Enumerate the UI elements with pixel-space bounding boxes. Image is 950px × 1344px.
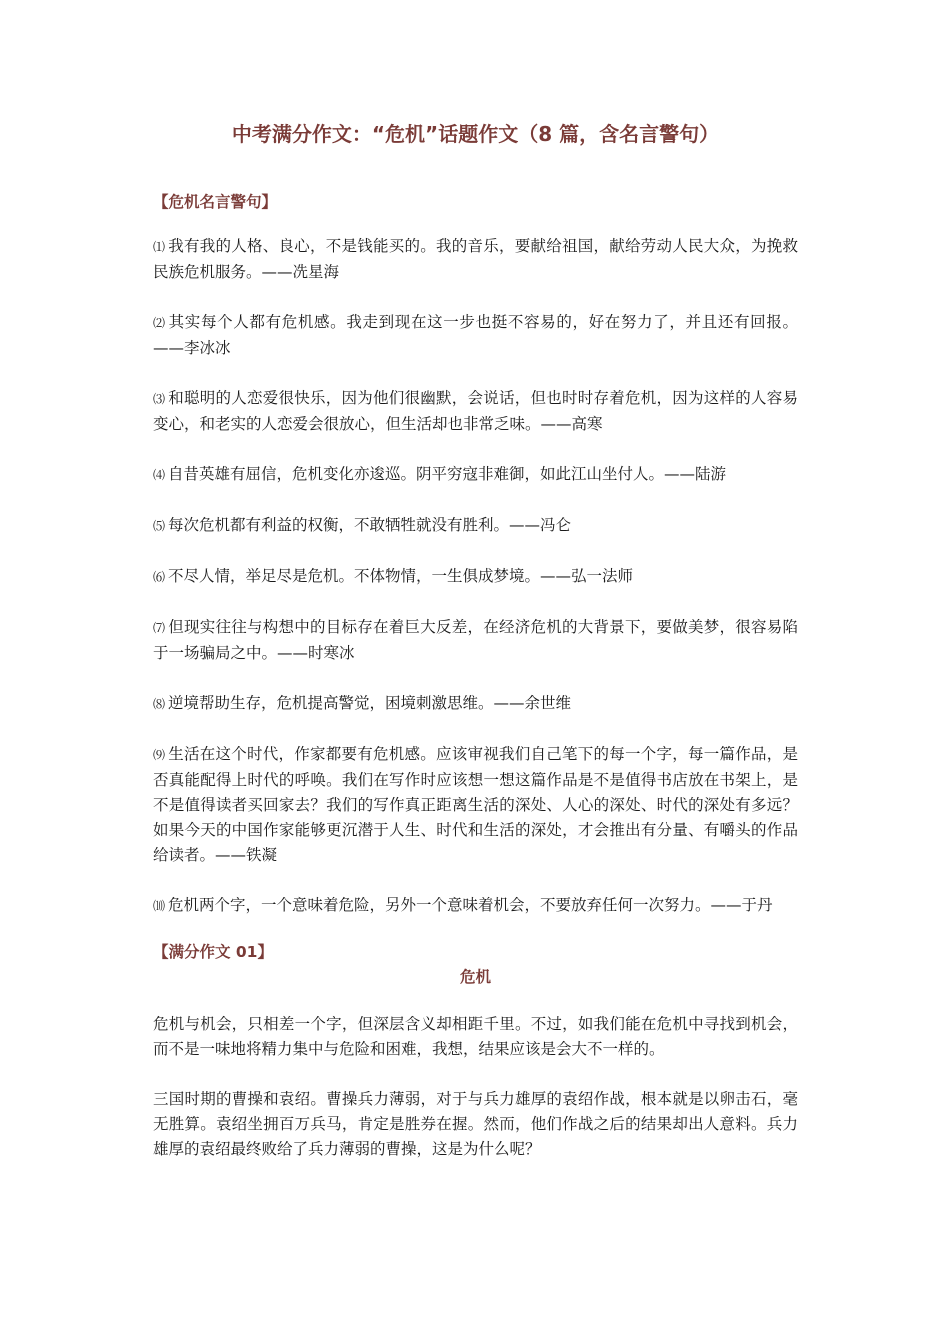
quote-number: ⑴ xyxy=(153,240,166,254)
quote-item xyxy=(153,386,798,437)
quote-number: ⑺ xyxy=(153,621,166,635)
quotes-list xyxy=(153,234,798,919)
essay-section-heading: 【满分作文 01】 xyxy=(153,943,273,961)
quote-item xyxy=(153,615,798,666)
quote-number: ⑽ xyxy=(153,899,166,913)
quotes-section-heading: 【危机名言警句】 xyxy=(153,193,278,211)
quote-item xyxy=(153,234,798,285)
quote-number: ⑹ xyxy=(153,570,166,584)
essay-title: 危机 xyxy=(459,968,491,986)
quote-text: 危机两个字，一个意味着危险，另外一个意味着机会，不要放弃任何一次努力。——于丹 xyxy=(168,896,773,914)
quote-item xyxy=(153,742,798,868)
essay-body xyxy=(153,1012,798,1162)
document-page xyxy=(153,118,798,1187)
quote-item xyxy=(153,513,798,539)
quote-text: 我有我的人格、良心，不是钱能买的。我的音乐，要献给祖国，献给劳动人民大众，为挽救民族危机服务。——冼星海 xyxy=(153,237,798,281)
quote-text: 自昔英雄有屈信，危机变化亦逡巡。阴平穷寇非难御，如此江山坐付人。——陆游 xyxy=(168,465,727,483)
quote-number: ⑸ xyxy=(153,519,166,533)
quote-item xyxy=(153,310,798,361)
quote-text: 生活在这个时代，作家都要有危机感。应该审视我们自己笔下的每一个字，每一篇作品，是否真能配得上时代的呼唤。我们在写作时应该想一想这篇作品是不是值得书店放在书架上，是不是值得读者买回家去？我们的写作真正距离生活的深处、人心的深处、时代的深处有多远？如果今天的中国作家能够更沉潜于人生、时代和生活的深处，才会推出有分量、有嚼头的作品给读者。——铁凝 xyxy=(153,745,798,864)
quote-item xyxy=(153,691,798,717)
essay-paragraph: 三国时期的曹操和袁绍。曹操兵力薄弱，对于与兵力雄厚的袁绍作战，根本就是以卵击石，毫无胜算。袁绍坐拥百万兵马，肯定是胜券在握。然而，他们作战之后的结果却出人意料。兵力雄厚的袁绍最终败给了兵力薄弱的曹操，这是为什么呢？ xyxy=(153,1090,798,1158)
quote-number: ⑻ xyxy=(153,697,166,711)
quote-number: ⑶ xyxy=(153,392,166,406)
quote-text: 但现实往往与构想中的目标存在着巨大反差，在经济危机的大背景下，要做美梦，很容易陷于一场骗局之中。——时寒冰 xyxy=(153,618,798,662)
quote-text: 不尽人情，举足尽是危机。不体物情，一生俱成梦境。——弘一法师 xyxy=(168,567,634,585)
essay-paragraph: 危机与机会，只相差一个字，但深层含义却相距千里。不过，如我们能在危机中寻找到机会，而不是一味地将精力集中与危险和困难，我想，结果应该是会大不一样的。 xyxy=(153,1015,798,1058)
quote-item xyxy=(153,462,798,488)
quote-item xyxy=(153,893,798,919)
quote-item xyxy=(153,564,798,590)
quote-number: ⑵ xyxy=(153,316,166,330)
quote-number: ⑼ xyxy=(153,748,166,762)
quote-number: ⑷ xyxy=(153,468,166,482)
quote-text: 逆境帮助生存，危机提高警觉，困境刺激思维。——余世维 xyxy=(168,694,572,712)
quote-text: 和聪明的人恋爱很快乐，因为他们很幽默，会说话，但也时时存着危机，因为这样的人容易变心，和老实的人恋爱会很放心，但生活却也非常乏味。——高寒 xyxy=(153,389,798,433)
quote-text: 其实每个人都有危机感。我走到现在这一步也挺不容易的，好在努力了，并且还有回报。——李冰冰 xyxy=(153,313,798,357)
quote-text: 每次危机都有利益的权衡，不敢牺牲就没有胜利。——冯仑 xyxy=(168,516,572,534)
document-title: 中考满分作文：“危机”话题作文（8 篇，含名言警句） xyxy=(231,122,720,146)
